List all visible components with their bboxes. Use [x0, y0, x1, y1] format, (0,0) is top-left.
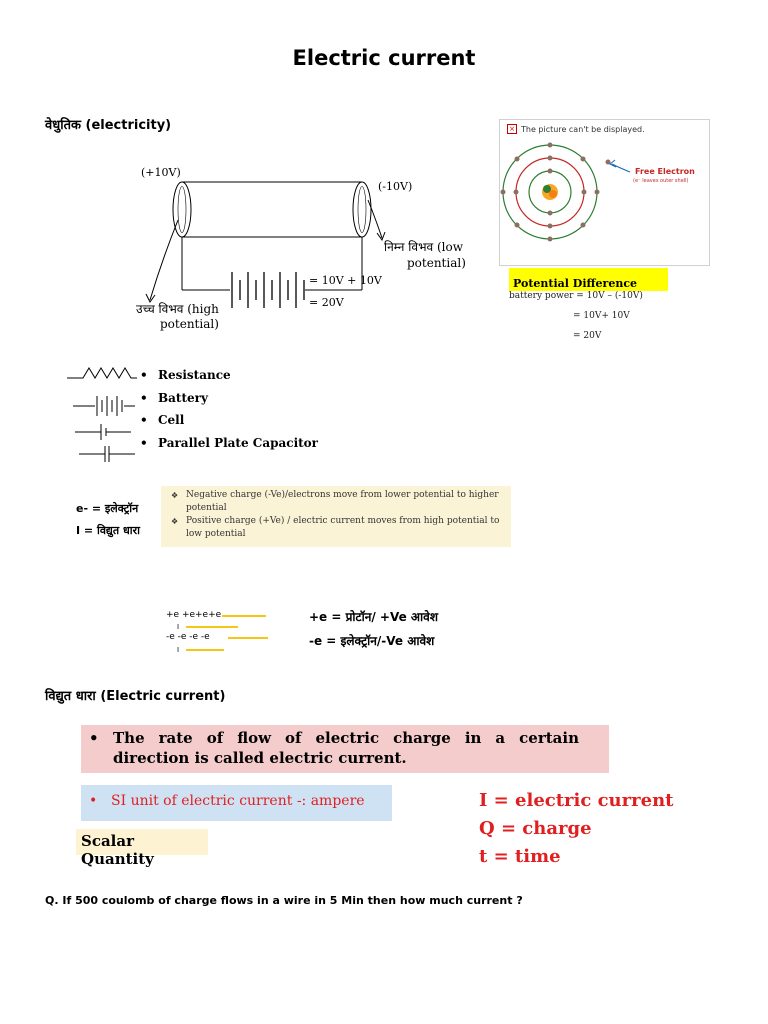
pd-line-1: battery power = 10V – (-10V)	[509, 291, 643, 301]
charge-notes-box	[161, 486, 511, 547]
heading-hindi: विद्युत धारा	[45, 689, 96, 704]
proton-definition: +e = प्रोटॉन/ +Ve आवेश	[309, 610, 439, 624]
label-high-potential-1: उच्च विभव (high	[136, 302, 219, 316]
broken-image-icon: ×	[507, 124, 517, 134]
variable-current: I = electric current	[479, 790, 674, 811]
electron-definition: -e = इलेक्ट्रॉन/-Ve आवेश	[309, 634, 435, 648]
plus-charge-row: +e +e+e+e	[166, 610, 222, 620]
minus-charge-row: -e -e -e -e	[166, 632, 210, 642]
atom-diagram	[500, 120, 711, 267]
symbol-item-capacitor: • Parallel Plate Capacitor	[140, 435, 319, 450]
charge-note-2: ❖ Positive charge (+Ve) / electric current moves from high potential to low potential	[171, 516, 500, 539]
label-sum: = 10V + 10V	[309, 274, 382, 287]
variable-time: t = time	[479, 846, 561, 867]
label-low-potential-1: निम्न विभव (low	[384, 240, 464, 254]
bullet: •	[89, 729, 99, 747]
capacitor-symbol	[79, 446, 135, 462]
label-total: = 20V	[309, 296, 344, 309]
diamond-bullet-icon: ❖	[171, 491, 179, 500]
label-minus10: (-10V)	[378, 180, 413, 193]
symbol-item-battery: • Battery	[140, 390, 208, 405]
section-heading-electricity	[45, 115, 171, 133]
bullet: •	[89, 793, 98, 809]
charge-note-1: ❖ Negative charge (-Ve)/electrons move from lower potential to higher potential	[171, 490, 499, 513]
variables-list	[479, 787, 673, 871]
variable-charge: Q = charge	[479, 818, 592, 839]
current-label: I = विद्युत धारा	[76, 524, 140, 537]
battery-symbol	[73, 396, 135, 416]
flow-arrows	[180, 610, 272, 655]
si-unit-text: SI unit of electric current -: ampere	[111, 793, 365, 809]
symbol-item-cell: • Cell	[140, 413, 185, 427]
atom-image	[499, 119, 710, 266]
question-text: Q. If 500 coulomb of charge flows in a wire in 5 Min then how much current ?	[45, 894, 523, 907]
free-electron-sublabel: (e⁻ leaves outer shell)	[633, 178, 689, 184]
heading-english: (Electric current)	[100, 689, 226, 704]
free-electron-label: Free Electron	[635, 167, 695, 176]
current-i-label-1: I	[177, 623, 180, 631]
si-unit-box	[81, 785, 392, 821]
diamond-bullet-icon: ❖	[171, 517, 179, 526]
pd-line-3: = 20V	[573, 331, 602, 341]
circuit-symbols	[65, 364, 140, 464]
definition-box	[81, 725, 609, 773]
resistance-symbol	[67, 368, 137, 378]
page-title: Electric current	[292, 46, 476, 70]
electron-label: e- = इलेक्ट्रॉन	[76, 502, 139, 515]
symbol-item-resistance: • Resistance	[140, 368, 231, 382]
label-low-potential-2: potential)	[407, 256, 466, 270]
potential-difference-label: Potential Difference	[509, 268, 668, 291]
label-high-potential-2: potential)	[160, 317, 219, 331]
scalar-quantity-label: Scalar Quantity	[76, 829, 208, 855]
cell-symbol	[75, 424, 131, 440]
symbols-list	[140, 364, 318, 454]
current-i-label-2: I	[177, 646, 180, 654]
section-heading-electric-current	[45, 686, 225, 704]
heading-hindi: वेधुतिक	[45, 118, 81, 133]
definition-text: The rate of flow of electric charge in a certain direction is called electric current.	[113, 729, 579, 767]
picture-error-text: The picture can't be displayed.	[521, 124, 645, 134]
pd-line-2: = 10V+ 10V	[573, 311, 630, 321]
label-plus10: (+10V)	[141, 166, 181, 179]
heading-english: (electricity)	[85, 118, 172, 133]
